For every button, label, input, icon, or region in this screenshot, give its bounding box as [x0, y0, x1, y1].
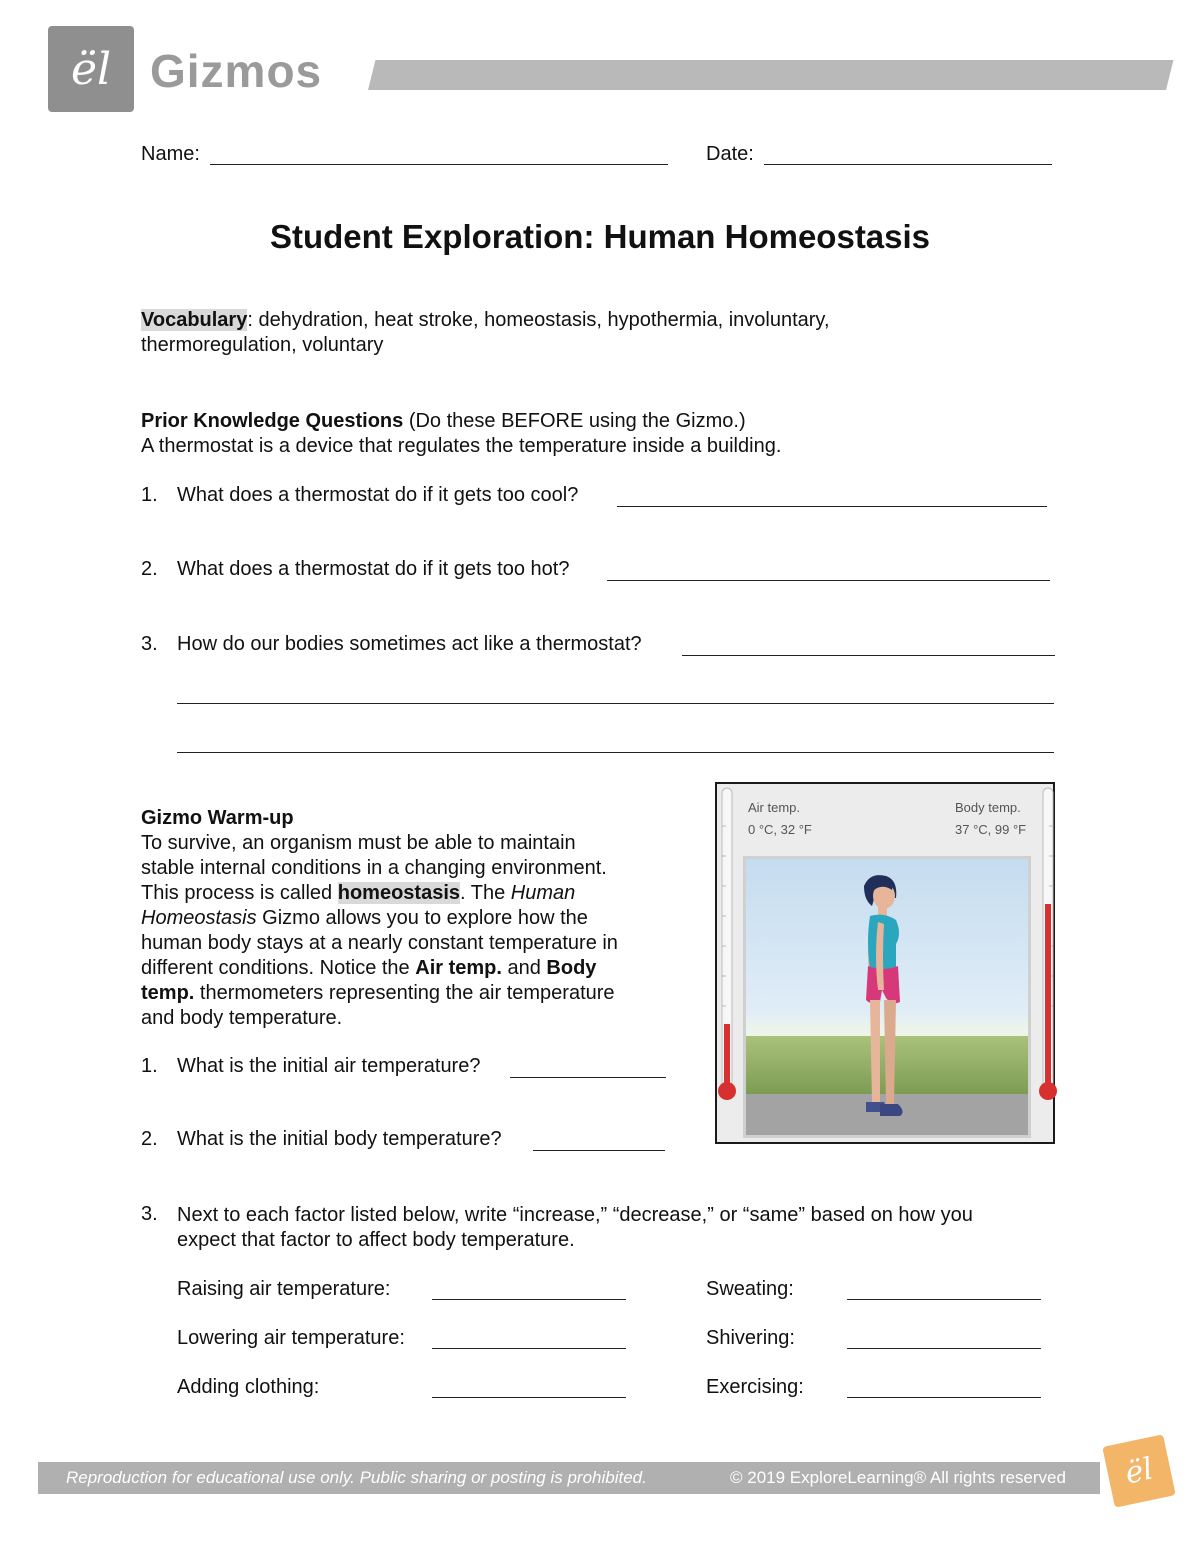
warmup-text: and [501, 957, 547, 979]
question-number: 3. [141, 633, 158, 655]
warmup-text: Body [546, 957, 597, 979]
warmup-text: temp. [141, 982, 195, 1004]
warmup-text: Air temp. [415, 957, 502, 979]
date-field[interactable] [764, 164, 1052, 165]
warmup-section [141, 806, 701, 1031]
answer-line[interactable] [177, 752, 1054, 753]
air-thermometer-icon [717, 786, 737, 1104]
answer-line[interactable] [177, 703, 1054, 704]
factor-label: Sweating: [706, 1278, 794, 1300]
warmup-text: stable internal conditions in a changing environment. [141, 857, 607, 879]
explorelearning-footer-logo-icon: ël [1102, 1434, 1176, 1508]
name-label: Name: [141, 143, 200, 165]
warmup-text: Gizmo allows you to explore how the [256, 907, 588, 929]
prior-knowledge-section [141, 409, 1061, 459]
answer-line[interactable] [607, 580, 1050, 581]
factor-label: Raising air temperature: [177, 1278, 391, 1300]
factor-answer-line[interactable] [847, 1299, 1041, 1300]
question-text-line: Next to each factor listed below, write “increase,” “decrease,” or “same” based on how you [177, 1204, 973, 1226]
answer-line[interactable] [533, 1150, 665, 1151]
question-text: What is the initial body temperature? [177, 1128, 502, 1150]
answer-line[interactable] [510, 1077, 666, 1078]
vocabulary-paragraph [141, 308, 1041, 358]
prior-knowledge-note: (Do these BEFORE using the Gizmo.) [403, 410, 746, 432]
vocabulary-list-1: : dehydration, heat stroke, homeostasis, hypothermia, involuntary, [247, 309, 830, 331]
warmup-text: This process is called [141, 882, 338, 904]
prior-knowledge-intro: A thermostat is a device that regulates the temperature inside a building. [141, 435, 782, 457]
footer-copyright: © 2019 ExploreLearning® All rights reserved [730, 1468, 1066, 1487]
question-number: 1. [141, 1055, 158, 1077]
vocabulary-list-2: thermoregulation, voluntary [141, 334, 384, 356]
question-number: 3. [141, 1203, 158, 1225]
explorelearning-logo-icon: ël [70, 43, 112, 95]
body-temp-label: Body temp. [955, 800, 1021, 815]
date-label: Date: [706, 143, 754, 165]
name-field[interactable] [210, 164, 668, 165]
question-text: What is the initial air temperature? [177, 1055, 481, 1077]
warmup-text: thermometers representing the air temperature [194, 982, 615, 1004]
human-figure-icon [850, 872, 920, 1124]
question-text: How do our bodies sometimes act like a thermostat? [177, 633, 642, 655]
factor-answer-line[interactable] [432, 1348, 626, 1349]
answer-line[interactable] [682, 655, 1055, 656]
warmup-text: and body temperature. [141, 1007, 343, 1029]
footer-disclaimer: Reproduction for educational use only. Public sharing or posting is prohibited. [66, 1468, 647, 1487]
brand-name: Gizmos [150, 45, 323, 97]
question-text: What does a thermostat do if it gets too cool? [177, 484, 579, 506]
factor-label: Exercising: [706, 1376, 804, 1398]
prior-knowledge-heading: Prior Knowledge Questions [141, 410, 404, 432]
question-text-line: expect that factor to affect body temperature. [177, 1229, 575, 1251]
factor-answer-line[interactable] [847, 1397, 1041, 1398]
header-bar [368, 60, 1173, 90]
question-number: 1. [141, 484, 158, 506]
warmup-text: Human [510, 882, 576, 904]
air-temp-label: Air temp. [748, 800, 801, 815]
factor-answer-line[interactable] [432, 1397, 626, 1398]
question-number: 2. [141, 1128, 158, 1150]
warmup-heading: Gizmo Warm-up [141, 807, 294, 829]
warmup-text: human body stays at a nearly constant temperature in [141, 932, 618, 954]
factor-label: Lowering air temperature: [177, 1327, 405, 1349]
warmup-text: . The [460, 882, 511, 904]
answer-line[interactable] [617, 506, 1047, 507]
body-thermometer-icon [1038, 786, 1058, 1104]
warmup-text: To survive, an organism must be able to maintain [141, 832, 576, 854]
factor-answer-line[interactable] [847, 1348, 1041, 1349]
factor-label: Shivering: [706, 1327, 795, 1349]
warmup-text: Homeostasis [141, 907, 257, 929]
warmup-text: different conditions. Notice the [141, 957, 416, 979]
page-title: Student Exploration: Human Homeostasis [269, 218, 931, 255]
vocabulary-label: Vocabulary [141, 309, 248, 331]
factor-label: Adding clothing: [177, 1376, 320, 1398]
question-number: 2. [141, 558, 158, 580]
question-text [177, 1203, 1057, 1253]
question-text: What does a thermostat do if it gets too hot? [177, 558, 570, 580]
body-temp-value: 37 °C, 99 °F [955, 822, 1027, 837]
factor-answer-line[interactable] [432, 1299, 626, 1300]
air-temp-value: 0 °C, 32 °F [748, 822, 812, 837]
homeostasis-term: homeostasis [337, 882, 461, 904]
